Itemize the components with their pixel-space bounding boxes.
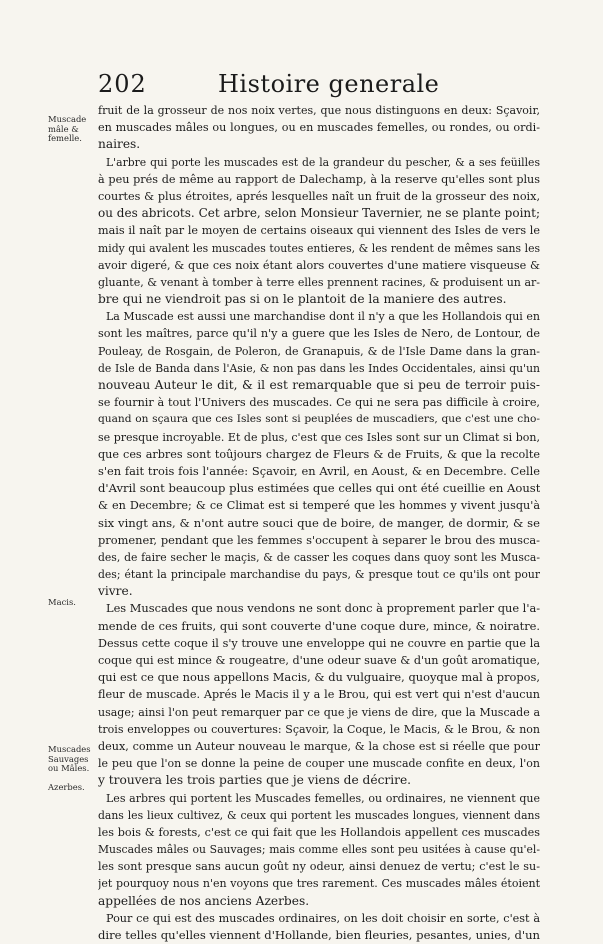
text-line: quand on sçaura que ces Isles sont si peuplées de muscadiers, que c'est une cho- [98, 413, 540, 426]
text-line: Les Muscades que nous vendons ne sont donc à proprement parler que l'a- [106, 601, 540, 616]
text-line: promener, pendant que les femmes s'occupent à separer le brou des musca- [98, 532, 540, 547]
text-line: en muscades mâles ou longues, ou en muscades femelles, ou rondes, ou ordi- [98, 121, 540, 135]
text-line: courtes & plus étroites, aprés lesquelles naît un fruit de la grosseur des noix, [98, 189, 540, 203]
text-line: se presque incroyable. Et de plus, c'est que ces Isles sont sur un Climat si bon, [98, 430, 540, 444]
text-line: avoir digeré, & que ces noix étant alors couvertes d'une matiere visqueuse & [98, 258, 540, 272]
text-line: à peu prés de même au rapport de Dalechamp, à la reserve qu'elles sont plus [98, 172, 540, 186]
text-line: jet pourquoy nous n'en voyons que tres rarement. Ces muscades mâles étoient [98, 877, 540, 891]
text-line: s'en fait trois fois l'année: Sçavoir, en Avril, en Aoust, & en Decembre. Celle [98, 463, 540, 478]
text-line: vivre. [98, 584, 133, 599]
text-line: naires. [98, 137, 141, 152]
text-line: d'Avril sont beaucoup plus estimées que celles qui ont été cueillie en Aoust [98, 481, 540, 496]
text-line: des, de faire secher le maçis, & de casser les coques dans quoy sont les Musca- [98, 550, 540, 564]
text-line: le peu que l'on se donne la peine de couper une muscade confite en deux, l'on [98, 757, 540, 771]
text-line: fleur de muscade. Aprés le Macis il y a le Brou, qui est vert qui n'est d'aucun [98, 688, 540, 702]
text-line: des; étant la principale marchandise du pays, & presque tout ce qu'ils ont pour [98, 568, 540, 582]
text-line: fruit de la grosseur de nos noix vertes, que nous distinguons en deux: Sçavoir, [98, 104, 540, 117]
text-line: Pour ce qui est des muscades ordinaires, on les doit choisir en sorte, c'est à [106, 911, 540, 925]
text-line: sont les maîtres, parce qu'il n'y a guere que les Isles de Nero, de Lontour, de [98, 327, 540, 341]
text-line: L'arbre qui porte les muscades est de la grandeur du pescher, & a ses feüilles [106, 155, 540, 169]
text-line: ou des abricots. Cet arbre, selon Monsieur Tavernier, ne se plante point; [98, 206, 540, 221]
margin-note-muscade-male-femelle: Muscade mâle & femelle. [48, 114, 87, 144]
text-line: mende de ces fruits, qui sont couverte d'une coque dure, mince, & noiratre. [98, 618, 540, 633]
text-line: nouveau Auteur le dit, & il est remarquable que si peu de terroir puis- [98, 378, 540, 392]
text-line: y trouvera les trois parties que je viens de décrire. [98, 773, 412, 788]
text-line: que ces arbres sont toûjours chargez de Fleurs & de Fruits, & que la recolte [98, 447, 540, 461]
text-line: trois enveloppes ou couvertures: Sçavoir, la Coque, le Macis, & le Brou, & non [98, 722, 540, 736]
text-line: deux, comme un Auteur nouveau le marque, & la chose est si réelle que pour [98, 739, 540, 753]
text-line: se fournir à tout l'Univers des muscades. Ce qui ne sera pas difficile à croire, [98, 396, 540, 410]
text-line: & en Decembre; & ce Climat est si temperé que les hommes y vivent jusqu'à [98, 499, 540, 513]
margin-note-macis: Macis. [48, 597, 76, 607]
text-line: Pouleay, de Rosgain, de Poleron, de Granapuis, & de l'Isle Dame dans la gran- [98, 344, 540, 358]
margin-note-azerbes: Azerbes. [48, 782, 85, 792]
text-line: gluante, & venant à tomber à terre elles prennent racines, & produisent un ar- [98, 275, 540, 289]
running-title: Histoire generale [218, 70, 440, 98]
text-line: appellées de nos anciens Azerbes. [98, 893, 310, 908]
text-line: bre qui ne viendroit pas si on le plantoit de la maniere des autres. [98, 292, 507, 307]
text-line: Les arbres qui portent les Muscades femelles, ou ordinaires, ne viennent que [106, 791, 540, 805]
text-line: qui est ce que nous appellons Macis, & du vulguaire, quoyque mal à propos, [98, 670, 540, 685]
text-line: six vingt ans, & n'ont autre souci que de boire, de manger, de dormir, & se [98, 515, 540, 530]
text-line: les sont presque sans aucun goût ny odeur, ainsi denuez de vertu; c'est le su- [98, 860, 540, 874]
margin-note-muscades-sauvages: Muscades Sauvages ou Mâles. [48, 744, 91, 774]
text-line: midy qui avalent les muscades toutes entieres, & les rendent de mêmes sans les [98, 241, 540, 255]
text-line: La Muscade est aussi une marchandise dont il n'y a que les Hollandois qui en [106, 310, 540, 324]
text-line: coque qui est mince & rougeatre, d'une odeur suave & d'un goût aromatique, [98, 654, 540, 667]
text-line: dire telles qu'elles viennent d'Hollande, bien fleuries, pesantes, unies, d'un [98, 928, 540, 942]
text-line: usage; ainsi l'on peut remarquer par ce que je viens de dire, que la Muscade a [98, 705, 540, 719]
text-line: mais il naît par le moyen de certains oiseaux qui viennent des Isles de vers le [98, 224, 540, 238]
page-number: 202 [98, 70, 147, 98]
text-line: Muscades mâles ou Sauvages; mais comme elles sont peu usitées à cause qu'el- [98, 843, 540, 857]
page-header [98, 68, 538, 100]
text-line: de Isle de Banda dans l'Asie, & non pas dans les Indes Occidentales, ainsi qu'un [98, 361, 540, 375]
text-line: Dessus cette coque il s'y trouve une enveloppe qui ne couvre en partie que la [98, 636, 540, 650]
text-line: dans les lieux cultivez, & ceux qui portent les muscades longues, viennent dans [98, 808, 540, 822]
body-text [98, 102, 540, 944]
text-line: les bois & forests, c'est ce qui fait que les Hollandois appellent ces muscades [98, 825, 540, 839]
